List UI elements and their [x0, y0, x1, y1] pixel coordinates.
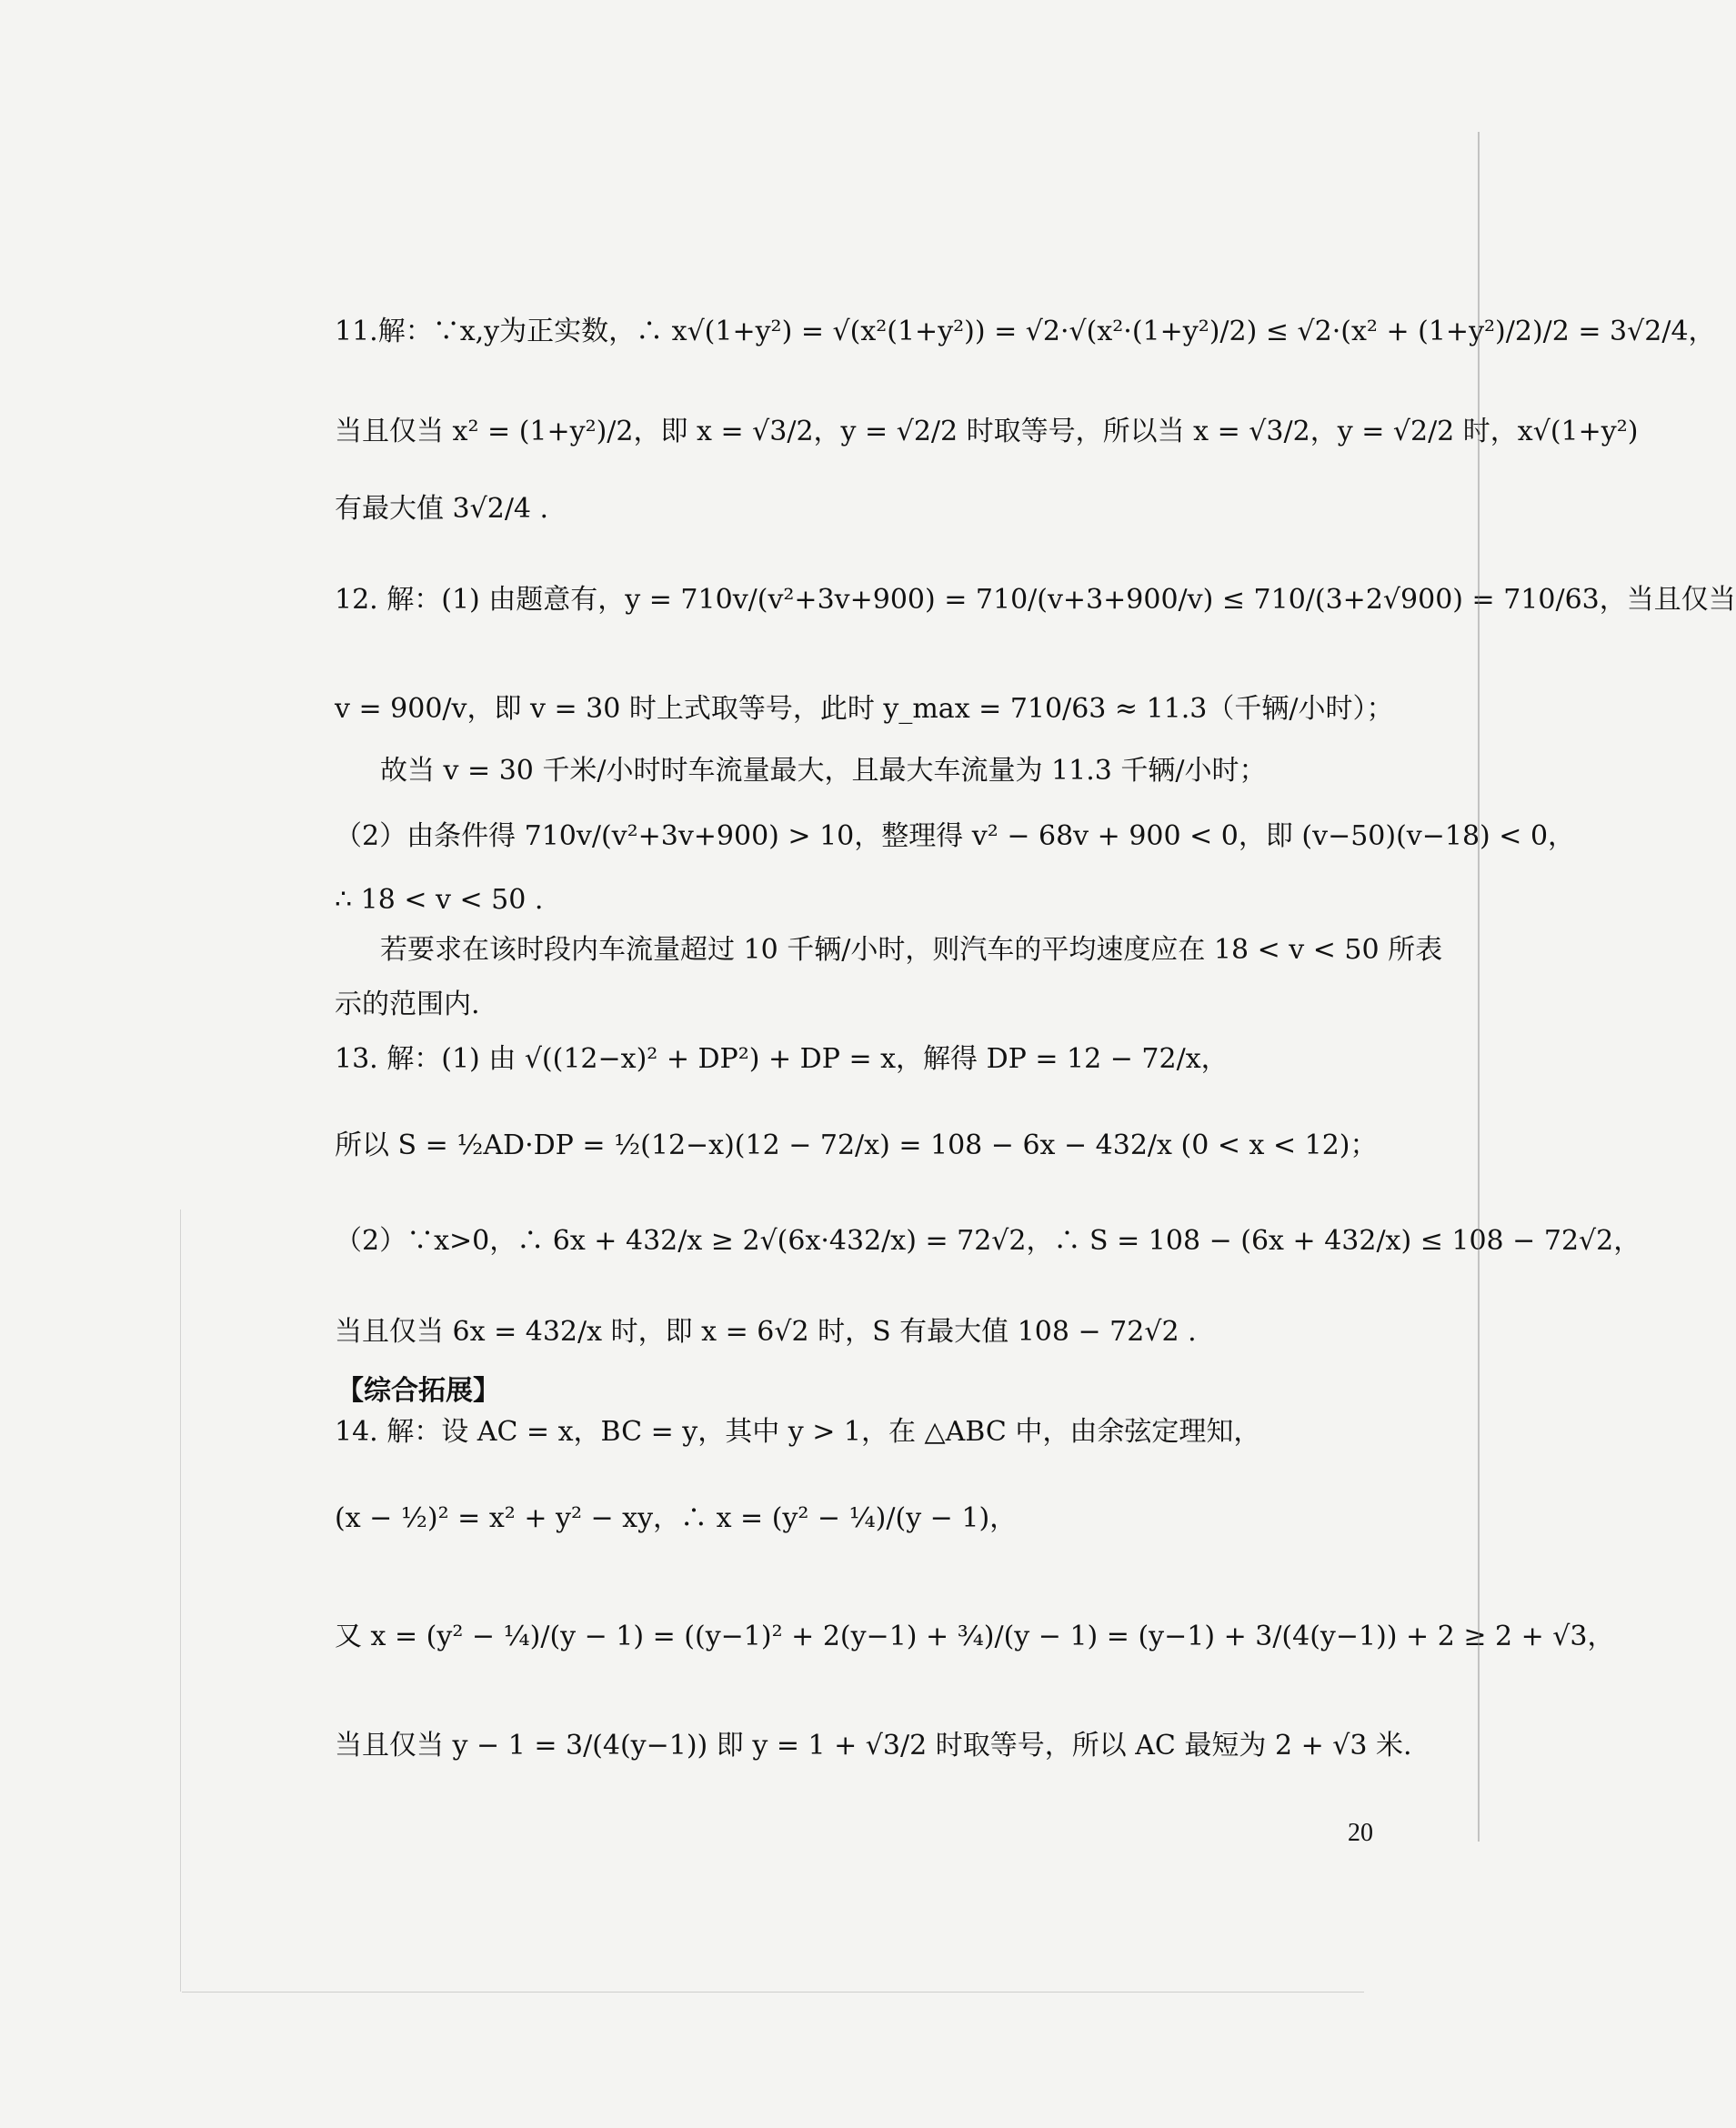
solution-12-line-1: 12. 解：(1) 由题意有，y = 710v/(v²+3v+900) = 710/(v+3+900/v) ≤ 710/(3+2√900) = 710/63，当且仅当: [335, 584, 1736, 616]
solution-11-line-3: 有最大值 3√2/4 .: [335, 493, 549, 525]
solution-14-line-3: 又 x = (y² − ¼)/(y − 1) = ((y−1)² + 2(y−1) + ¾)/(y − 1) = (y−1) + 3/(4(y−1)) + 2 ≥ 2 + √3，: [335, 1621, 1615, 1652]
solution-14-line-1: 14. 解：设 AC = x，BC = y，其中 y > 1，在 △ABC 中，由余弦定理知，: [335, 1416, 1261, 1448]
section-heading-extension: 【综合拓展】: [336, 1375, 500, 1407]
solution-11-line-1: 11.解：∵x,y为正实数，∴ x√(1+y²) = √(x²(1+y²)) = √2·√(x²·(1+y²)/2) ≤ √2·(x² + (1+y²)/2)/2 = 3√2/4，: [335, 316, 1716, 347]
solution-11-line-2: 当且仅当 x² = (1+y²)/2，即 x = √3/2，y = √2/2 时取等号，所以当 x = √3/2，y = √2/2 时，x√(1+y²): [335, 416, 1639, 447]
solution-13-line-3: （2）∵x>0，∴ 6x + 432/x ≥ 2√(6x·432/x) = 72√2，∴ S = 108 − (6x + 432/x) ≤ 108 − 72√2，: [335, 1225, 1641, 1257]
solution-12-line-2: v = 900/v，即 v = 30 时上式取等号，此时 y_max = 710/63 ≈ 11.3（千辆/小时）；: [335, 693, 1394, 725]
solution-12-line-5: ∴ 18 < v < 50 .: [335, 884, 544, 916]
solution-13-line-2: 所以 S = ½AD·DP = ½(12−x)(12 − 72/x) = 108 − 6x − 432/x (0 < x < 12)；: [335, 1129, 1378, 1161]
page-edge-right: [1478, 132, 1480, 1842]
solution-12-line-6: 若要求在该时段内车流量超过 10 千辆/小时，则汽车的平均速度应在 18 < v < 50 所表: [380, 934, 1443, 966]
solution-12-line-3: 故当 v = 30 千米/小时时车流量最大，且最大车流量为 11.3 千辆/小时；: [380, 755, 1267, 787]
solution-12-line-7: 示的范围内.: [335, 989, 480, 1020]
solution-13-line-1: 13. 解：(1) 由 √((12−x)² + DP²) + DP = x，解得 DP = 12 − 72/x，: [335, 1043, 1229, 1075]
solution-13-line-4: 当且仅当 6x = 432/x 时，即 x = 6√2 时，S 有最大值 108 − 72√2 .: [335, 1316, 1197, 1348]
page-edge-left: [180, 1210, 181, 1992]
solution-14-line-4: 当且仅当 y − 1 = 3/(4(y−1)) 即 y = 1 + √3/2 时取等号，所以 AC 最短为 2 + √3 米.: [335, 1730, 1412, 1762]
page-number: 20: [1348, 1819, 1373, 1847]
solution-14-line-2: (x − ½)² = x² + y² − xy，∴ x = (y² − ¼)/(y − 1)，: [335, 1502, 1018, 1534]
solution-12-line-4: （2）由条件得 710v/(v²+3v+900) > 10，整理得 v² − 68v + 900 < 0，即 (v−50)(v−18) < 0，: [335, 820, 1576, 852]
